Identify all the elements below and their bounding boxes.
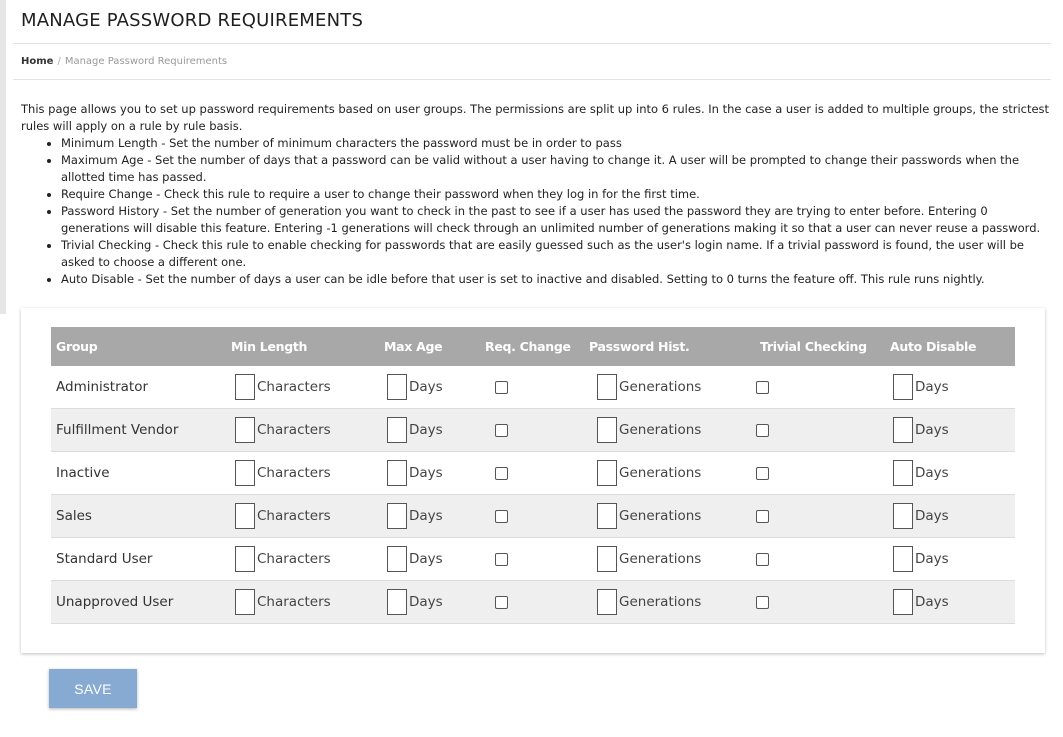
auto-disable-cell bbox=[880, 495, 1015, 538]
header-group: Group bbox=[51, 327, 226, 366]
password-hist-cell bbox=[584, 409, 741, 452]
req-change-checkbox[interactable] bbox=[495, 510, 508, 523]
req-change-checkbox[interactable] bbox=[495, 424, 508, 437]
unit-label: Characters bbox=[257, 465, 331, 481]
password-hist-input[interactable] bbox=[597, 417, 617, 443]
trivial-checking-cell bbox=[741, 366, 880, 409]
requirements-card bbox=[21, 308, 1045, 653]
max-age-input[interactable] bbox=[387, 417, 407, 443]
header-trivial-checking: Trivial Checking bbox=[741, 327, 880, 366]
trivial-checking-cell bbox=[741, 538, 880, 581]
divider bbox=[13, 43, 1051, 44]
rule-require-change: • Require Change - Check this rule to require a user to change their password when they log in for the first time. bbox=[61, 186, 1051, 203]
max-age-cell bbox=[379, 409, 483, 452]
min-length-cell bbox=[226, 495, 379, 538]
auto-disable-input[interactable] bbox=[893, 417, 913, 443]
auto-disable-input[interactable] bbox=[893, 546, 913, 572]
left-edge-strip bbox=[0, 0, 6, 314]
req-change-cell bbox=[483, 538, 584, 581]
rule-auto-disable: • Auto Disable - Set the number of days a user can be idle before that user is set to inactive and disabled. Setting to 0 turns the feature off. This rule runs nightly. bbox=[61, 271, 1051, 288]
header-max-age: Max Age bbox=[379, 327, 483, 366]
divider bbox=[13, 79, 1051, 80]
req-change-cell bbox=[483, 495, 584, 538]
min-length-cell bbox=[226, 409, 379, 452]
min-length-cell bbox=[226, 538, 379, 581]
max-age-input[interactable] bbox=[387, 546, 407, 572]
auto-disable-cell bbox=[880, 452, 1015, 495]
unit-label: Days bbox=[915, 422, 949, 438]
auto-disable-input[interactable] bbox=[893, 589, 913, 615]
group-name: Standard User bbox=[51, 538, 226, 581]
unit-label: Generations bbox=[619, 379, 702, 395]
trivial-checking-checkbox[interactable] bbox=[756, 510, 769, 523]
page-title: MANAGE PASSWORD REQUIREMENTS bbox=[21, 10, 364, 31]
min-length-cell bbox=[226, 452, 379, 495]
group-name: Sales bbox=[51, 495, 226, 538]
max-age-input[interactable] bbox=[387, 589, 407, 615]
trivial-checking-cell bbox=[741, 581, 880, 624]
req-change-checkbox[interactable] bbox=[495, 467, 508, 480]
unit-label: Days bbox=[409, 422, 443, 438]
rule-min-length: • Minimum Length - Set the number of minimum characters the password must be in order to pass bbox=[61, 135, 1051, 152]
header-req-change: Req. Change bbox=[483, 327, 584, 366]
unit-label: Days bbox=[409, 551, 443, 567]
auto-disable-cell bbox=[880, 409, 1015, 452]
save-button[interactable]: SAVE bbox=[49, 669, 137, 708]
trivial-checking-cell bbox=[741, 409, 880, 452]
min-length-input[interactable] bbox=[235, 417, 255, 443]
rule-max-age: • Maximum Age - Set the number of days that a password can be valid without a user having to change it. A user will be prompted to change their passwords when the allotted time has passed. bbox=[61, 152, 1051, 186]
unit-label: Generations bbox=[619, 594, 702, 610]
min-length-input[interactable] bbox=[235, 374, 255, 400]
trivial-checking-checkbox[interactable] bbox=[756, 467, 769, 480]
auto-disable-input[interactable] bbox=[893, 374, 913, 400]
header-min-length: Min Length bbox=[226, 327, 379, 366]
trivial-checking-checkbox[interactable] bbox=[756, 596, 769, 609]
unit-label: Days bbox=[409, 379, 443, 395]
unit-label: Generations bbox=[619, 422, 702, 438]
header-auto-disable: Auto Disable bbox=[880, 327, 1015, 366]
breadcrumb-separator: / bbox=[57, 56, 61, 67]
req-change-cell bbox=[483, 581, 584, 624]
rule-trivial-checking: • Trivial Checking - Check this rule to enable checking for passwords that are easily guessed such as the user's login name. If a trivial password is found, the user will be asked to choose a different one. bbox=[61, 237, 1051, 271]
password-hist-cell bbox=[584, 366, 741, 409]
header-password-hist: Password Hist. bbox=[584, 327, 741, 366]
password-hist-input[interactable] bbox=[597, 503, 617, 529]
req-change-checkbox[interactable] bbox=[495, 596, 508, 609]
password-hist-input[interactable] bbox=[597, 374, 617, 400]
table-row bbox=[51, 538, 1015, 581]
group-name: Fulfillment Vendor bbox=[51, 409, 226, 452]
min-length-input[interactable] bbox=[235, 589, 255, 615]
auto-disable-input[interactable] bbox=[893, 503, 913, 529]
unit-label: Characters bbox=[257, 551, 331, 567]
max-age-input[interactable] bbox=[387, 374, 407, 400]
password-hist-cell bbox=[584, 495, 741, 538]
unit-label: Generations bbox=[619, 465, 702, 481]
unit-label: Characters bbox=[257, 594, 331, 610]
breadcrumb bbox=[21, 56, 227, 67]
trivial-checking-cell bbox=[741, 452, 880, 495]
password-requirements-table bbox=[51, 327, 1015, 624]
intro-text: This page allows you to set up password requirements based on user groups. The permissions are split up into 6 rules. In the case a user is added to multiple groups, the strictest rules will apply on a rule by rule basis. bbox=[21, 102, 1050, 133]
trivial-checking-checkbox[interactable] bbox=[756, 424, 769, 437]
max-age-input[interactable] bbox=[387, 503, 407, 529]
password-hist-cell bbox=[584, 452, 741, 495]
breadcrumb-current: Manage Password Requirements bbox=[64, 56, 228, 67]
password-hist-cell bbox=[584, 538, 741, 581]
req-change-cell bbox=[483, 452, 584, 495]
req-change-checkbox[interactable] bbox=[495, 381, 508, 394]
password-hist-input[interactable] bbox=[597, 589, 617, 615]
max-age-cell bbox=[379, 581, 483, 624]
min-length-cell bbox=[226, 581, 379, 624]
breadcrumb-home-link[interactable]: Home bbox=[21, 56, 54, 67]
unit-label: Days bbox=[915, 508, 949, 524]
password-hist-cell bbox=[584, 581, 741, 624]
unit-label: Days bbox=[915, 594, 949, 610]
rules-list bbox=[21, 135, 1051, 288]
trivial-checking-checkbox[interactable] bbox=[756, 381, 769, 394]
unit-label: Generations bbox=[619, 508, 702, 524]
unit-label: Characters bbox=[257, 508, 331, 524]
password-hist-input[interactable] bbox=[597, 460, 617, 486]
trivial-checking-checkbox[interactable] bbox=[756, 553, 769, 566]
max-age-input[interactable] bbox=[387, 460, 407, 486]
max-age-cell bbox=[379, 452, 483, 495]
group-name: Unapproved User bbox=[51, 581, 226, 624]
unit-label: Characters bbox=[257, 379, 331, 395]
auto-disable-cell bbox=[880, 538, 1015, 581]
unit-label: Days bbox=[915, 379, 949, 395]
group-name: Inactive bbox=[51, 452, 226, 495]
intro-description bbox=[21, 101, 1051, 288]
unit-label: Days bbox=[409, 465, 443, 481]
min-length-input[interactable] bbox=[235, 546, 255, 572]
max-age-cell bbox=[379, 366, 483, 409]
table-row bbox=[51, 452, 1015, 495]
trivial-checking-cell bbox=[741, 495, 880, 538]
req-change-checkbox[interactable] bbox=[495, 553, 508, 566]
unit-label: Days bbox=[915, 551, 949, 567]
unit-label: Days bbox=[409, 594, 443, 610]
req-change-cell bbox=[483, 409, 584, 452]
unit-label: Characters bbox=[257, 422, 331, 438]
max-age-cell bbox=[379, 495, 483, 538]
req-change-cell bbox=[483, 366, 584, 409]
table-row bbox=[51, 581, 1015, 624]
auto-disable-cell bbox=[880, 366, 1015, 409]
table-row bbox=[51, 366, 1015, 409]
unit-label: Days bbox=[409, 508, 443, 524]
unit-label: Generations bbox=[619, 551, 702, 567]
auto-disable-cell bbox=[880, 581, 1015, 624]
table-row bbox=[51, 409, 1015, 452]
unit-label: Days bbox=[915, 465, 949, 481]
max-age-cell bbox=[379, 538, 483, 581]
group-name: Administrator bbox=[51, 366, 226, 409]
auto-disable-input[interactable] bbox=[893, 460, 913, 486]
rule-password-history: • Password History - Set the number of generation you want to check in the past to see if a user has used the password they are trying to enter before. Entering 0 generations will disable this feature. Entering -1 generations will check through an unlimited number of generations making it so that a user can never reuse a password. bbox=[61, 203, 1051, 237]
table-row bbox=[51, 495, 1015, 538]
min-length-input[interactable] bbox=[235, 460, 255, 486]
password-hist-input[interactable] bbox=[597, 546, 617, 572]
table-header-row bbox=[51, 327, 1015, 366]
min-length-input[interactable] bbox=[235, 503, 255, 529]
min-length-cell bbox=[226, 366, 379, 409]
